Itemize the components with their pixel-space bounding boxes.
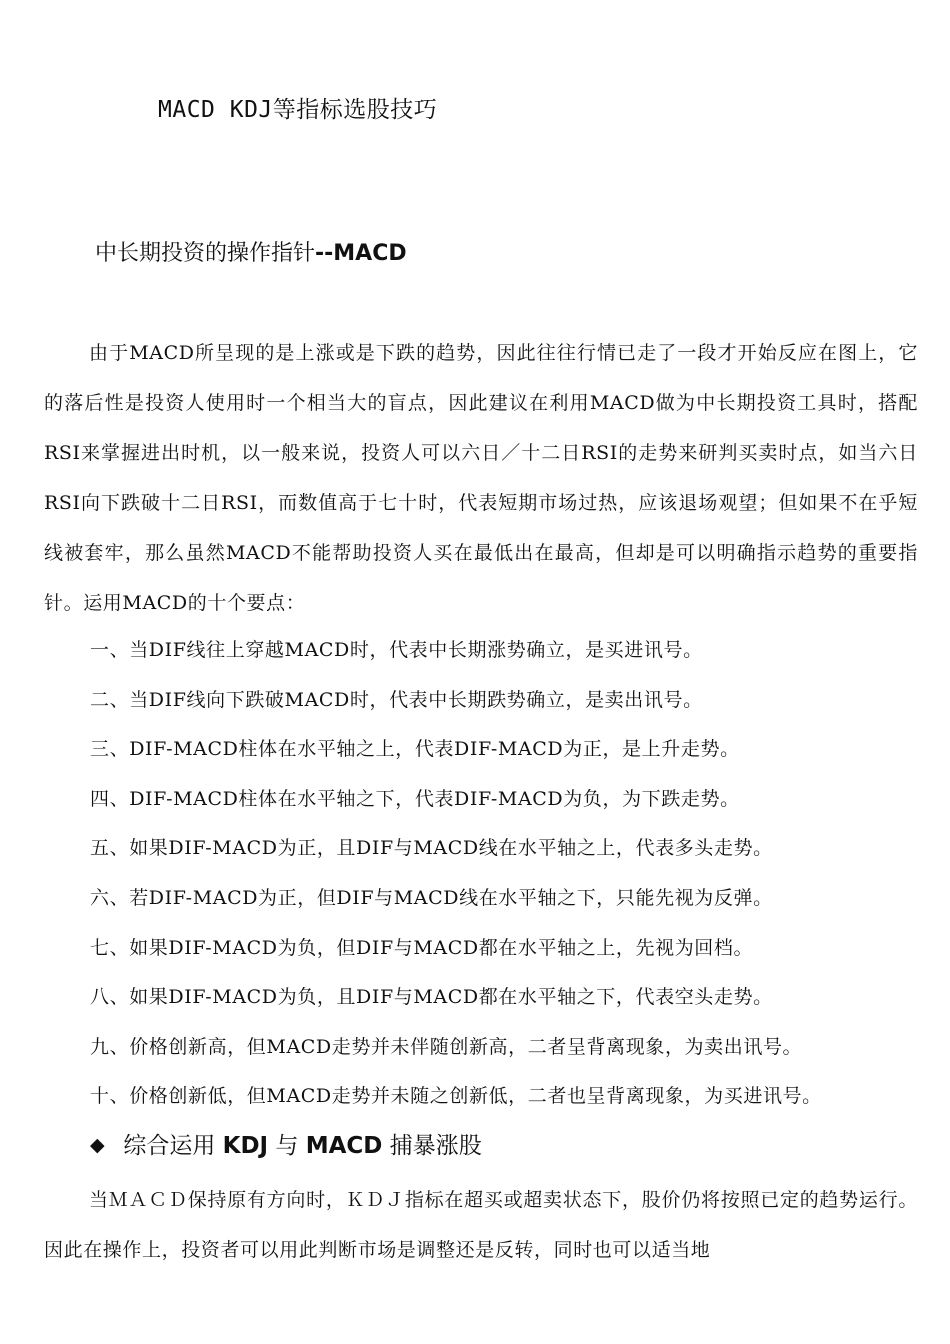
list-item: 八、如果DIF-MACD为负，且DIF与MACD都在水平轴之下，代表空头走势。	[90, 986, 773, 1009]
list-item: 四、DIF-MACD柱体在水平轴之下，代表DIF-MACD为负，为下跌走势。	[90, 787, 740, 810]
section-heading-macd	[95, 238, 407, 270]
heading-macd-label: MACD	[305, 1133, 383, 1159]
heading-part: 捕暴涨股	[389, 1133, 482, 1159]
document-title: MACD KDJ等指标选股技巧	[158, 97, 438, 123]
list-item: 十、价格创新低，但MACD走势并未随之创新低，二者也呈背离现象，为买进讯号。	[90, 1085, 822, 1108]
list-item: 一、当DIF线往上穿越MACD时，代表中长期涨势确立，是买进讯号。	[90, 639, 703, 661]
list-item: 七、如果DIF-MACD为负，但DIF与MACD都在水平轴之上，先视为回档。	[90, 936, 754, 959]
section-heading-text	[123, 1133, 481, 1159]
macd-intro-paragraph: 由于MACD所呈现的是上涨或是下跌的趋势，因此往往行情已走了一段才开始反应在图上，它的落后性是投资人使用时一个相当大的盲点，因此建议在利用MACD做为中长期投资工具时，搭配RSI来掌握进出时机，以一般来说，投资人可以六日／十二日RSI的走势来研判买卖时点，如当六日RSI向下跌破十二日RSI，而数值高于七十时，代表短期市场过热，应该退场观望；但如果不在乎短线被套牢，那么虽然MACD不能帮助投资人买在最低出在最高，但却是可以明确指示趋势的重要指针。运用MACD的十个要点：	[44, 342, 918, 614]
list-item: 九、价格创新高，但MACD走势并未伴随创新高，二者呈背离现象，为卖出讯号。	[90, 1035, 803, 1058]
heading-part: 综合运用	[123, 1133, 216, 1159]
list-item: 三、DIF-MACD柱体在水平轴之上，代表DIF-MACD为正，是上升走势。	[90, 738, 740, 761]
list-item: 五、如果DIF-MACD为正，且DIF与MACD线在水平轴之上，代表多头走势。	[90, 837, 773, 860]
section-heading-text: 中长期投资的操作指针	[95, 241, 316, 266]
kdj-macd-paragraph: 当ＭＡＣＤ保持原有方向时，ＫＤＪ指标在超买或超卖状态下，股价仍将按照已定的趋势运行。因此在操作上，投资者可以用此判断市场是调整还是反转，同时也可以适当地	[44, 1189, 918, 1261]
heading-part: 与	[275, 1133, 299, 1159]
section-heading-kdj-macd	[90, 1128, 482, 1163]
heading-kdj-label: KDJ	[222, 1133, 269, 1159]
macd-ten-points-list	[90, 626, 930, 1122]
section-heading-macd-label: --MACD	[315, 241, 407, 266]
list-item: 二、当DIF线向下跌破MACD时，代表中长期跌势确立，是卖出讯号。	[90, 688, 703, 711]
list-item: 六、若DIF-MACD为正，但DIF与MACD线在水平轴之下，只能先视为反弹。	[90, 886, 773, 909]
diamond-bullet-icon: ◆	[90, 1134, 105, 1156]
